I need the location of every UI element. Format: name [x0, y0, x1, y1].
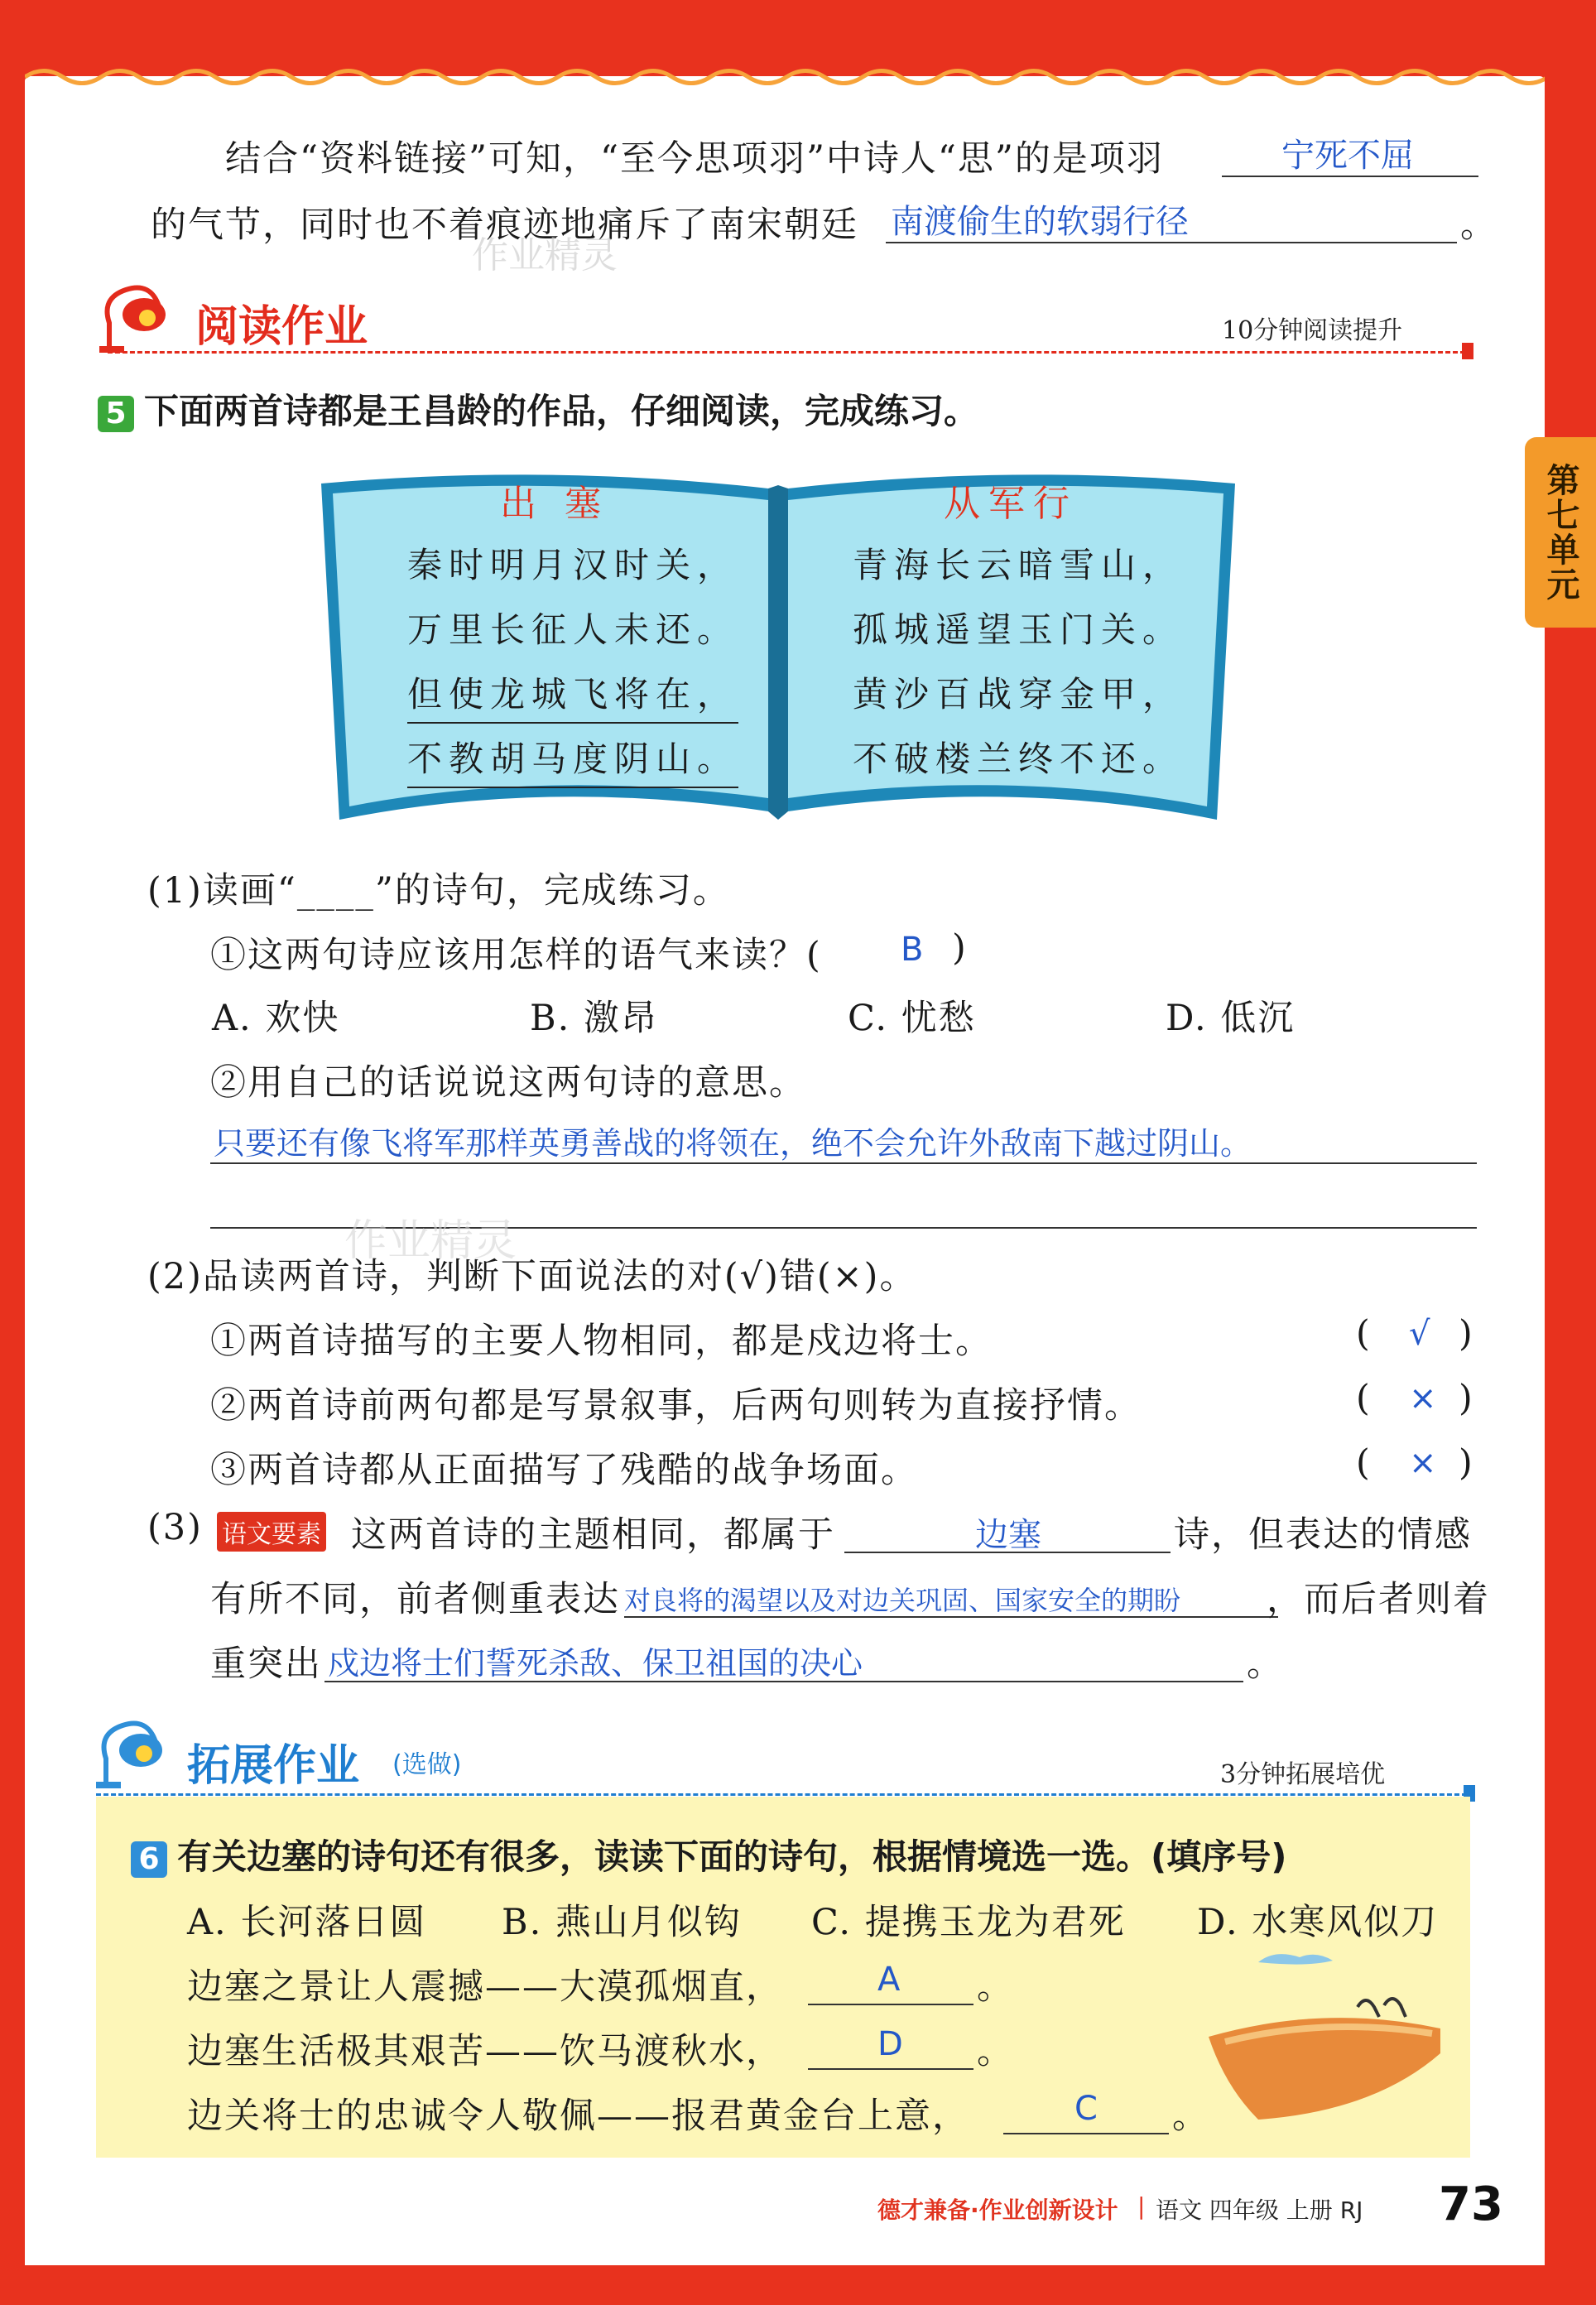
lamp-icon: [93, 282, 184, 356]
q2-answer: ×: [1409, 1379, 1437, 1417]
watermark: 作业精灵: [344, 1216, 517, 1266]
plug-icon: [1462, 343, 1473, 359]
question-6-header: [131, 1830, 1286, 1879]
q2-paren-left: (: [1356, 1378, 1372, 1419]
question-number: 6: [131, 1841, 167, 1878]
q1-text: (1)读画“____”的诗句，完成练习。: [147, 870, 730, 912]
extension-optional: (选做): [392, 1750, 462, 1779]
ext-answer: D: [877, 2025, 903, 2063]
answer-underline: [808, 2004, 973, 2005]
option-c: C. 忧愁: [848, 998, 976, 1039]
page-number: 73: [1439, 2177, 1503, 2231]
question-number: 5: [98, 396, 134, 432]
option-b: B. 激昂: [530, 998, 658, 1039]
poem-2-line: 不破楼兰终不还。: [853, 739, 1185, 779]
ext-option-b: B. 燕山月似钩: [502, 1902, 742, 1943]
wavy-border: [25, 65, 1545, 89]
poem-2-line: 黄沙百战穿金甲，: [853, 674, 1185, 715]
poem-1-line-underlined: 但使龙城飞将在，: [407, 667, 738, 724]
option-a: A. 欢快: [212, 998, 340, 1039]
page-frame-left: [0, 0, 25, 2305]
poem-2-line: 孤城遥望玉门关。: [853, 609, 1185, 650]
intro-answer-1: 宁死不屈: [1281, 137, 1414, 175]
q2-answer: ×: [1409, 1444, 1437, 1482]
q3-answer-b: 对良将的渴望以及对边关巩固、国家安全的期盼: [624, 1585, 1181, 1616]
ext-item-end: 。: [1172, 2096, 1209, 2137]
ext-item: 边塞之景让人震撼——大漠孤烟直，: [187, 1966, 783, 2008]
question-5-header: [98, 384, 978, 434]
ext-item: 边关将士的忠诚令人敬佩——报君黄金台上意，: [187, 2096, 969, 2137]
lamp-icon: [89, 1717, 180, 1792]
ext-option-a: A. 长河落日圆: [187, 1902, 427, 1943]
answer-underline: [808, 2068, 973, 2070]
question-6-text: 有关边塞的诗句还有很多，读读下面的诗句，根据情境选一选。(填序号): [177, 1836, 1287, 1877]
intro-line-2: 的气节，同时也不着痕迹地痛斥了南宋朝廷: [151, 205, 858, 246]
ext-item-end: 。: [977, 2031, 1014, 2072]
section-divider: [108, 351, 1465, 354]
q1-sub1-answer: B: [901, 931, 924, 969]
q1-sub1: ①这两句诗应该用怎样的语气来读？(: [210, 935, 822, 976]
poem-1-line-underlined: 不教胡马度阴山。: [407, 732, 738, 788]
ext-option-d: D. 水寒风似刀: [1197, 1902, 1439, 1943]
q3-text-c: 有所不同，前者侧重表达: [210, 1579, 620, 1620]
reading-section-title: 阅读作业: [195, 302, 368, 352]
footer-separator: |: [1137, 2192, 1146, 2220]
q3-text-a: 这两首诗的主题相同，都属于: [351, 1514, 835, 1556]
q3-answer-a: 边塞: [975, 1516, 1041, 1554]
answer-underline: [1003, 2133, 1169, 2134]
intro-line-1: 结合“资料链接”可知，“至今思项羽”中诗人“思”的是项羽: [225, 138, 1164, 180]
ext-item-end: 。: [977, 1966, 1014, 2008]
page-frame-right: [1545, 0, 1596, 2305]
ext-option-c: C. 提携玉龙为君死: [811, 1902, 1126, 1943]
unit-tab: 第七单元: [1525, 437, 1596, 628]
footer-info: 语文 四年级 上册 RJ: [1156, 2197, 1363, 2224]
q1-sub1-close: ): [952, 927, 968, 969]
q1-sub2: ②用自己的话说说这两句诗的意思。: [210, 1062, 806, 1104]
option-d: D. 低沉: [1166, 998, 1296, 1039]
q3-text-e: 重突出: [210, 1643, 322, 1685]
answer-line: [210, 1162, 1477, 1164]
section-divider: [96, 1793, 1467, 1796]
poem-1-line: 秦时明月汉时关，: [407, 545, 739, 585]
q2-paren-right: ): [1459, 1378, 1474, 1419]
footer-brand: 德才兼备·作业创新设计: [877, 2197, 1118, 2224]
q2-item: ①两首诗描写的主要人物相同，都是戍边将士。: [210, 1321, 993, 1362]
q2-item: ②两首诗前两句都是写景叙事，后两句则转为直接抒情。: [210, 1385, 1142, 1427]
q2-paren-right: ): [1459, 1313, 1474, 1355]
q2-paren-left: (: [1356, 1313, 1372, 1355]
poem-2-line: 青海长云暗雪山，: [853, 545, 1185, 585]
q3-answer-c: 戍边将士们誓死杀敌、保卫祖国的决心: [328, 1645, 863, 1682]
desert-illustration: [1192, 1946, 1457, 2128]
badge-label: 语文要素: [217, 1512, 326, 1552]
q2-answer: √: [1409, 1315, 1430, 1353]
ext-item: 边塞生活极其艰苦——饮马渡秋水，: [187, 2031, 783, 2072]
q2-item: ③两首诗都从正面描写了残酷的战争场面。: [210, 1450, 918, 1491]
q3-label: (3): [147, 1507, 203, 1548]
q3-text-f: 。: [1247, 1643, 1284, 1685]
poem-1-title: 出 塞: [500, 483, 609, 525]
watermark: 作业精灵: [472, 234, 618, 277]
q2-text: (2)品读两首诗，判断下面说法的对(√)错(×)。: [147, 1256, 917, 1297]
intro-line-2-end: 。: [1460, 205, 1497, 246]
q1-sub2-answer: 只要还有像飞将军那样英勇善战的将领在，绝不会允许外敌南下越过阴山。: [214, 1125, 1252, 1162]
q3-text-d: ，而后者则着: [1267, 1579, 1490, 1620]
intro-answer-2: 南渡偷生的软弱行径: [891, 203, 1189, 241]
ext-answer: A: [877, 1961, 901, 1999]
q2-paren-left: (: [1356, 1442, 1372, 1484]
q3-text-b: 诗，但表达的情感: [1174, 1514, 1472, 1556]
poem-2-title: 从军行: [944, 483, 1078, 525]
poem-1-line: 万里长征人未还。: [407, 609, 739, 650]
reading-section-subtitle: 10分钟阅读提升: [1222, 316, 1403, 345]
page-frame-bottom: [0, 2265, 1596, 2305]
ext-answer: C: [1074, 2090, 1098, 2128]
q2-paren-right: ): [1459, 1442, 1474, 1484]
q3-badge: [217, 1512, 326, 1552]
extension-section-title: 拓展作业: [187, 1741, 360, 1791]
question-5-text: 下面两首诗都是王昌龄的作品，仔细阅读，完成练习。: [144, 391, 979, 431]
extension-section-subtitle: 3分钟拓展培优: [1220, 1760, 1386, 1789]
